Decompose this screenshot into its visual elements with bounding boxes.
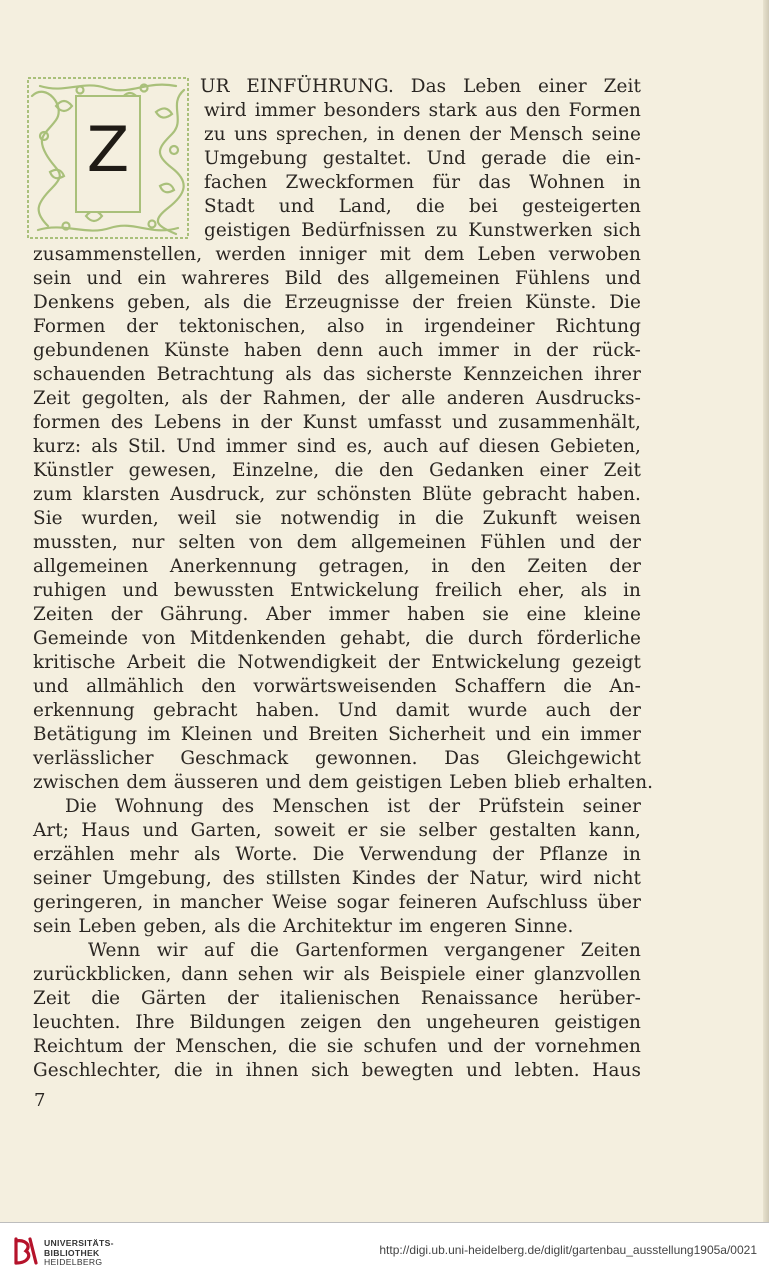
text-line: geistigen Bedürfnissen zu Kunstwerken sich: [204, 220, 641, 241]
text-line: Denkens geben, als die Erzeugnisse der freien Künste. Die: [33, 292, 641, 313]
text-line: UR EINFÜHRUNG. Das Leben einer Zeit: [200, 76, 641, 97]
text-line: kurz: als Stil. Und immer sind es, auch auf diesen Gebieten,: [33, 436, 641, 457]
text-line: zum klarsten Ausdruck, zur schönsten Blüte gebracht haben.: [33, 484, 641, 505]
initial-letter: Z: [86, 113, 130, 186]
text-line: verlässlicher Geschmack gewonnen. Das Gleichgewicht: [33, 748, 641, 769]
text-line: Geschlechter, die in ihnen sich bewegten und lebten. Haus: [33, 1060, 641, 1081]
library-name-line: UNIVERSITÄTS-: [44, 1238, 114, 1248]
text-line: zu uns sprechen, in denen der Mensch seine: [204, 124, 641, 145]
text-line: leuchten. Ihre Bildungen zeigen den ungeheuren geistigen: [33, 1012, 641, 1033]
text-line: Reichtum der Menschen, die sie schufen und der vornehmen: [33, 1036, 641, 1057]
text-line: zurückblicken, dann sehen wir als Beispiele einer glanzvollen: [33, 964, 641, 985]
text-line: Gemeinde von Mitdenkenden gehabt, die durch förderliche: [33, 628, 641, 649]
text-line: Stadt und Land, die bei gesteigerten: [204, 196, 641, 217]
text-line: Formen der tektonischen, also in irgendeiner Richtung: [33, 316, 641, 337]
text-line: Umgebung gestaltet. Und gerade die ein-: [204, 148, 641, 169]
text-line: formen des Lebens in der Kunst umfasst und zusammenhält,: [33, 412, 641, 433]
text-line: Zeiten der Gährung. Aber immer haben sie eine kleine: [33, 604, 641, 625]
viewer-footer: [0, 1222, 769, 1279]
text-line: Betätigung im Kleinen und Breiten Sicherheit und ein immer: [33, 724, 641, 745]
text-line: kritische Arbeit die Notwendigkeit der Entwickelung gezeigt: [33, 652, 641, 673]
page-number: 7: [34, 1090, 46, 1111]
text-line: geringeren, in mancher Weise sogar feineren Aufschluss über: [33, 892, 641, 913]
text-line: ruhigen und bewussten Entwickelung freilich eher, als in: [33, 580, 641, 601]
text-line: Zeit gegolten, als der Rahmen, der alle anderen Ausdrucks-: [33, 388, 641, 409]
text-line: sein Leben geben, als die Architektur im engeren Sinne.: [33, 916, 574, 937]
library-name-line: BIBLIOTHEK: [44, 1247, 100, 1258]
text-line: allgemeinen Anerkennung getragen, in den Zeiten der: [33, 556, 641, 577]
text-line: Sie wurden, weil sie notwendig in die Zukunft weisen: [33, 508, 641, 529]
library-name: [44, 1239, 114, 1268]
text-line: fachen Zweckformen für das Wohnen in: [204, 172, 641, 193]
text-line: seiner Umgebung, des stillsten Kindes der Natur, wird nicht: [33, 868, 641, 889]
page-edge: [763, 0, 769, 1222]
text-line: wird immer besonders stark aus den Formen: [204, 100, 641, 121]
text-line: erzählen mehr als Worte. Die Verwendung der Pflanze in: [33, 844, 641, 865]
university-library-logo-icon[interactable]: [10, 1233, 40, 1269]
text-line: Die Wohnung des Menschen ist der Prüfstein seiner: [65, 796, 641, 817]
text-line: sein und ein wahreres Bild des allgemeinen Fühlens und: [33, 268, 641, 289]
text-line: zusammenstellen, werden inniger mit dem Leben verwoben: [33, 244, 641, 265]
text-line: und allmählich den vorwärtsweisenden Schaffern die An-: [33, 676, 641, 697]
text-line: Art; Haus und Garten, soweit er sie selber gestalten kann,: [33, 820, 641, 841]
text-line: gebundenen Künste haben denn auch immer in der rück-: [33, 340, 641, 361]
source-url-link[interactable]: http://digi.ub.uni-heidelberg.de/diglit/gartenbau_ausstellung1905a/0021: [379, 1243, 757, 1257]
text-line: erkennung gebracht haben. Und damit wurde auch der: [33, 700, 641, 721]
text-line: zwischen dem äusseren und dem geistigen Leben blieb erhalten.: [33, 772, 654, 793]
text-line: mussten, nur selten von dem allgemeinen Fühlen und der: [33, 532, 641, 553]
text-line: schauenden Betrachtung als das sicherste Kennzeichen ihrer: [33, 364, 641, 385]
decorated-initial: [26, 76, 190, 240]
text-line: Künstler gewesen, Einzelne, die den Gedanken einer Zeit: [33, 460, 641, 481]
text-line: Wenn wir auf die Gartenformen vergangener Zeiten: [88, 940, 641, 961]
text-line: Zeit die Gärten der italienischen Renaissance herüber-: [33, 988, 641, 1009]
library-name-line: HEIDELBERG: [44, 1257, 103, 1267]
